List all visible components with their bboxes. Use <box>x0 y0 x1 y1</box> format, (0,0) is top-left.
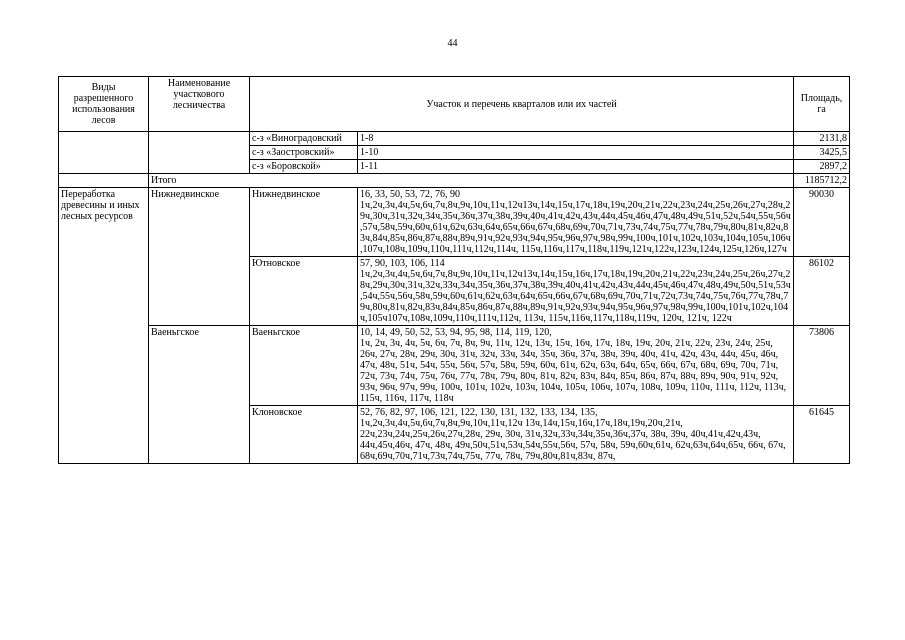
area-cell: 86102 <box>794 257 850 326</box>
forestry-cell-empty <box>149 132 250 174</box>
quarters-head: 57, 90, 103, 106, 114 <box>360 258 445 269</box>
table-row <box>59 326 850 406</box>
quarters-cell <box>358 326 794 406</box>
quarters-list: 1ч,2ч,3ч,4ч,5ч,6ч,7ч,8ч,9ч,10ч,11ч,12ч13ч,14ч,15ч,16ч,17ч,18ч,19ч,20ч,21ч,22ч,23ч,24ч,25ч,26ч,27ч,28ч,29ч,30ч,31ч,32ч,33ч,34ч,35ч,36ч,37ч,38ч,39ч,40ч,41ч,42ч,43ч,44ч,45ч,46ч,47ч,48ч,49ч,50ч,51ч,53ч,54ч,55ч,56ч,58ч,59ч,60ч,61ч,62ч,63ч,64ч,65ч,66ч,67ч,68ч,69ч,70ч,71ч,72ч,73ч,74ч,75ч,76ч,77ч,78ч,79ч,80ч,81ч,82ч,83ч,84ч,85ч,86ч,87ч,88ч,89ч,91ч,92ч,93ч,94ч,95ч,96ч,97ч,98ч,99ч,100ч,101ч,102ч,104ч,105ч107ч,108ч,109ч,110ч,111ч,112ч, 113ч, 115ч,116ч,117ч,118ч,119ч, 120ч, 121ч, 122ч <box>360 269 791 324</box>
total-empty-cell <box>59 174 149 188</box>
quarters-head: 52, 76, 82, 97, 106, 121, 122, 130, 131, 132, 133, 134, 135, <box>360 407 598 418</box>
quarters-cell <box>358 406 794 464</box>
quarters-cell: 1-11 <box>358 160 794 174</box>
forestry-name-cell: Нижнедвинское <box>149 188 250 326</box>
site-name-cell: Клоновское <box>250 406 358 464</box>
site-name-cell: Ютновское <box>250 257 358 326</box>
header-forestry-name: Наименование участкового лесничества <box>149 77 250 132</box>
area-cell: 73806 <box>794 326 850 406</box>
quarters-head: 16, 33, 50, 53, 72, 76, 90 <box>360 189 460 200</box>
quarters-cell <box>358 257 794 326</box>
table-header-row <box>59 77 850 132</box>
site-name-cell: Нижнедвинское <box>250 188 358 257</box>
quarters-cell <box>358 188 794 257</box>
quarters-list: 1ч,2ч,3ч,4ч,5ч,6ч,7ч,8ч,9ч,10ч,11ч,12ч 13ч,14ч,15ч,16ч,17ч,18ч,19ч,20ч,21ч, 22ч,23ч,24ч,25ч,26ч,27ч,28ч, 29ч, 30ч, 31ч,32ч,33ч,34ч,35ч,36ч,37ч, 38ч, 39ч, 40ч,41ч,42ч,43ч, 44ч,45ч,46ч, 47ч, 48ч, 49ч,50ч,51ч,53ч,54ч,55ч,56ч, 57ч, 58ч, 59ч,60ч,61ч, 62ч,63ч,64ч,65ч, 66ч, 67ч, 68ч,69ч,70ч,71ч,73ч,74ч,75ч, 77ч, 78ч, 79ч,80ч,81ч,83ч, 87ч, <box>360 418 786 462</box>
area-cell: 61645 <box>794 406 850 464</box>
quarters-cell: 1-8 <box>358 132 794 146</box>
quarters-cell: 1-10 <box>358 146 794 160</box>
site-name-cell: с-з «Боровской» <box>250 160 358 174</box>
area-cell: 3425,5 <box>794 146 850 160</box>
area-cell: 90030 <box>794 188 850 257</box>
area-cell: 2897,2 <box>794 160 850 174</box>
total-row <box>59 174 850 188</box>
site-name-cell: с-з «Заостровский» <box>250 146 358 160</box>
total-value: 1185712,2 <box>794 174 850 188</box>
forestry-name-cell: Ваеньгское <box>149 326 250 464</box>
page-number: 44 <box>447 38 458 49</box>
table-row <box>59 188 850 257</box>
usage-type-cell: Переработка древесины и иных лесных ресурсов <box>59 188 149 464</box>
quarters-list: 1ч, 2ч, 3ч, 4ч, 5ч, 6ч, 7ч, 8ч, 9ч, 11ч, 12ч, 13ч, 15ч, 16ч, 17ч, 18ч, 19ч, 20ч, 21ч, 22ч, 23ч, 24ч, 25ч, 26ч, 27ч, 28ч, 29ч, 30ч, 31ч, 32ч, 33ч, 34ч, 35ч, 36ч, 37ч, 38ч, 39ч, 40ч, 41ч, 42ч, 43ч, 44ч, 45ч, 46ч, 47ч, 48ч, 51ч, 54ч, 55ч, 56ч, 57ч, 58ч, 59ч, 60ч, 61ч, 62ч, 63ч, 64ч, 65ч, 66ч, 67ч, 68ч, 69ч, 70ч, 71ч, 72ч, 73ч, 74ч, 75ч, 76ч, 77ч, 78ч, 79ч, 80ч, 81ч, 82ч, 83ч, 84ч, 85ч, 86ч, 87ч, 88ч, 89ч, 90ч, 91ч, 92ч, 93ч, 96ч, 97ч, 99ч, 100ч, 101ч, 102ч, 103ч, 104ч, 105ч, 106ч, 107ч, 108ч, 109ч, 110ч, 111ч, 112ч, 113ч, 115ч, 116ч, 117ч, 118ч <box>360 338 787 404</box>
site-name-cell: с-з «Виноградовский <box>250 132 358 146</box>
usage-cell-empty <box>59 132 149 174</box>
table-row <box>59 132 850 146</box>
quarters-head: 10, 14, 49, 50, 52, 53, 94, 95, 98, 114, 119, 120, <box>360 327 552 338</box>
header-area: Площадь, га <box>794 77 850 132</box>
area-cell: 2131,8 <box>794 132 850 146</box>
forest-use-table <box>58 76 850 464</box>
quarters-list: 1ч,2ч,3ч,4ч,5ч,6ч,7ч,8ч,9ч,10ч,11ч,12ч13ч,14ч,15ч,17ч,18ч,19ч,20ч,21ч,22ч,23ч,24ч,25ч,26ч,27ч,28ч,29ч,30ч,31ч,32ч,34ч,35ч,36ч,37ч,38ч,39ч,40ч,41ч,42ч,43ч,44ч,45ч,46ч,47ч,48ч,49ч,51ч,52ч,54ч,55ч,56ч,57ч,58ч,59ч,60ч,61ч,62ч,63ч,64ч,65ч,66ч,67ч,68ч,69ч,70ч,71ч,73ч,74ч,75ч,77ч,78ч,79ч,80ч,81ч,82ч,83ч,84ч,85ч,86ч,87ч,88ч,89ч,91ч,92ч,93ч,94ч,95ч,96ч,97ч,98ч,99ч,100ч,101ч,102ч,103ч,104ч,105ч,106ч,107ч,108ч,109ч,110ч,111ч,112ч,114ч, 115ч,116ч,117ч,118ч,119ч,121ч,122ч,123ч,124ч,125ч,126ч,127ч <box>360 200 791 255</box>
header-usage-types: Виды разрешенного использования лесов <box>59 77 149 132</box>
header-site-quarters: Участок и перечень кварталов или их частей <box>250 77 794 132</box>
site-name-cell: Ваеньгское <box>250 326 358 406</box>
total-label: Итого <box>149 174 794 188</box>
